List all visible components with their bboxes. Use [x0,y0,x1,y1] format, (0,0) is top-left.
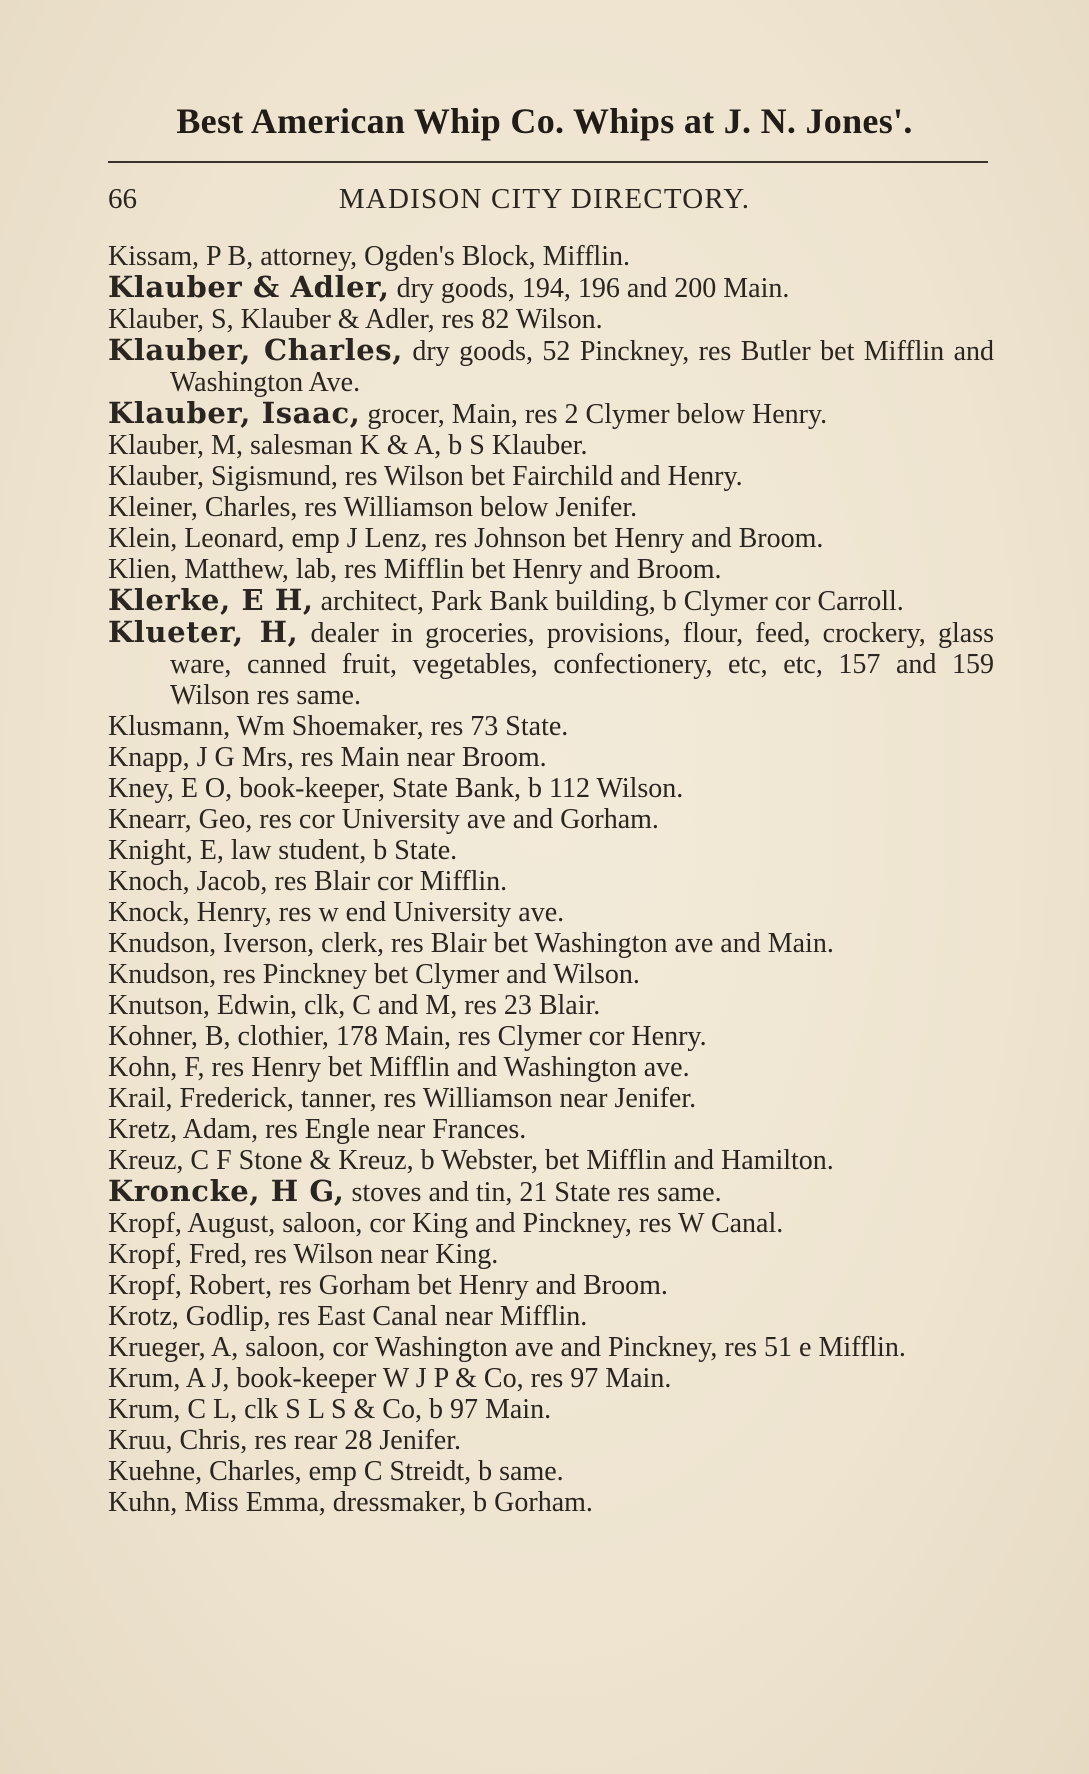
directory-entry [108,492,994,523]
directory-entry [108,835,994,866]
directory-entry [108,1394,994,1425]
entry-name: Kroncke, H G, [108,1174,345,1208]
entry-text: Kropf, Fred, res Wilson near King. [108,1239,499,1270]
entry-text: Kohn, F, res Henry bet Mifflin and Washington ave. [108,1052,690,1083]
directory-entry [108,241,994,272]
entry-text: Klauber, S, Klauber & Adler, res 82 Wilson. [108,304,603,335]
entry-name: Klauber & Adler, [108,270,390,304]
entry-text: Klauber, M, salesman K & A, b S Klauber. [108,430,588,461]
directory-entry [108,711,994,742]
entry-text: Knoch, Jacob, res Blair cor Mifflin. [108,866,508,897]
entry-text: Knudson, res Pinckney bet Clymer and Wilson. [108,959,640,990]
entry-text: Krail, Frederick, tanner, res Williamson near Jenifer. [108,1083,697,1114]
entry-text: dry goods, 194, 196 and 200 Main. [389,273,790,304]
entry-text: Knight, E, law student, b State. [108,835,458,866]
entry-text: Kissam, P B, attorney, Ogden's Block, Mifflin. [108,241,630,272]
directory-entry [108,959,994,990]
entry-text: Kney, E O, book-keeper, State Bank, b 112 Wilson. [108,773,684,804]
directory-entry [108,897,994,928]
directory-entry [108,1301,994,1332]
directory-entry [108,1114,994,1145]
entry-text: Knapp, J G Mrs, res Main near Broom. [108,742,547,773]
entry-text: Krueger, A, saloon, cor Washington ave and Pinckney, res 51 e Mifflin. [108,1332,906,1363]
entry-name: Klauber, Isaac, [108,396,361,430]
directory-entries [108,241,994,1518]
directory-entry [108,1239,994,1270]
entry-text: Kropf, Robert, res Gorham bet Henry and Broom. [108,1270,668,1301]
entry-text: Knudson, Iverson, clerk, res Blair bet Washington ave and Main. [108,928,834,959]
entry-text: Knock, Henry, res w end University ave. [108,897,565,928]
advertisement-banner: Best American Whip Co. Whips at J. N. Jones'. [176,101,913,141]
directory-entry [108,335,994,398]
directory-entry [108,1487,994,1518]
directory-entry [108,304,994,335]
entry-text: grocer, Main, res 2 Clymer below Henry. [360,399,828,430]
entry-name: Klauber, Charles, [108,333,403,367]
directory-entry [108,585,994,617]
entry-text: stoves and tin, 21 State res same. [344,1177,722,1208]
entry-text: Kuhn, Miss Emma, dressmaker, b Gorham. [108,1487,593,1518]
entry-text: Kreuz, C F Stone & Kreuz, b Webster, bet Mifflin and Hamilton. [108,1145,834,1176]
entry-text: dealer in groceries, provisions, flour, feed, crockery, glass ware, canned fruit, vegetables, confectionery, etc, etc, 157 and 159 Wilson res same. [170,618,994,711]
directory-entry [108,928,994,959]
entry-text: Klauber, Sigismund, res Wilson bet Fairchild and Henry. [108,461,743,492]
directory-entry [108,461,994,492]
directory-entry [108,866,994,897]
directory-entry [108,1083,994,1114]
directory-entry [108,1021,994,1052]
entry-text: Kretz, Adam, res Engle near Frances. [108,1114,527,1145]
header-rule [108,161,988,163]
entry-text: Kohner, B, clothier, 178 Main, res Clymer cor Henry. [108,1021,707,1052]
directory-entry [108,1145,994,1176]
running-head: MADISON CITY DIRECTORY. [338,183,751,215]
entry-text: Kruu, Chris, res rear 28 Jenifer. [108,1425,462,1456]
directory-entry [108,430,994,461]
entry-text: Klusmann, Wm Shoemaker, res 73 State. [108,711,569,742]
directory-entry [108,523,994,554]
directory-entry [108,990,994,1021]
directory-entry [108,1270,994,1301]
directory-entry [108,804,994,835]
entry-text: Kuehne, Charles, emp C Streidt, b same. [108,1456,564,1487]
directory-entry [108,272,994,304]
entry-text: Kleiner, Charles, res Williamson below Jenifer. [108,492,638,523]
directory-entry [108,1456,994,1487]
entry-name: Klueter, H, [108,615,299,649]
entry-text: Krum, A J, book-keeper W J P & Co, res 97 Main. [108,1363,672,1394]
entry-text: Klein, Leonard, emp J Lenz, res Johnson bet Henry and Broom. [108,523,824,554]
page-number: 66 [108,183,137,215]
entry-text: Krum, C L, clk S L S & Co, b 97 Main. [108,1394,552,1425]
entry-text: Kropf, August, saloon, cor King and Pinckney, res W Canal. [108,1208,784,1239]
directory-entry [108,1332,994,1363]
directory-entry [108,1363,994,1394]
entry-name: Klerke, E H, [108,583,314,617]
directory-entry [108,742,994,773]
directory-entry [108,1208,994,1239]
directory-entry [108,398,994,430]
directory-entry [108,1052,994,1083]
entry-text: Knutson, Edwin, clk, C and M, res 23 Blair. [108,990,601,1021]
directory-entry [108,617,994,711]
directory-entry [108,1176,994,1208]
directory-entry [108,773,994,804]
directory-entry [108,1425,994,1456]
directory-entry [108,554,994,585]
entry-text: Knearr, Geo, res cor University ave and Gorham. [108,804,659,835]
entry-text: architect, Park Bank building, b Clymer cor Carroll. [313,586,904,617]
entry-text: dry goods, 52 Pinckney, res Butler bet Mifflin and Washington Ave. [170,336,994,398]
entry-text: Klien, Matthew, lab, res Mifflin bet Henry and Broom. [108,554,722,585]
entry-text: Krotz, Godlip, res East Canal near Mifflin. [108,1301,588,1332]
